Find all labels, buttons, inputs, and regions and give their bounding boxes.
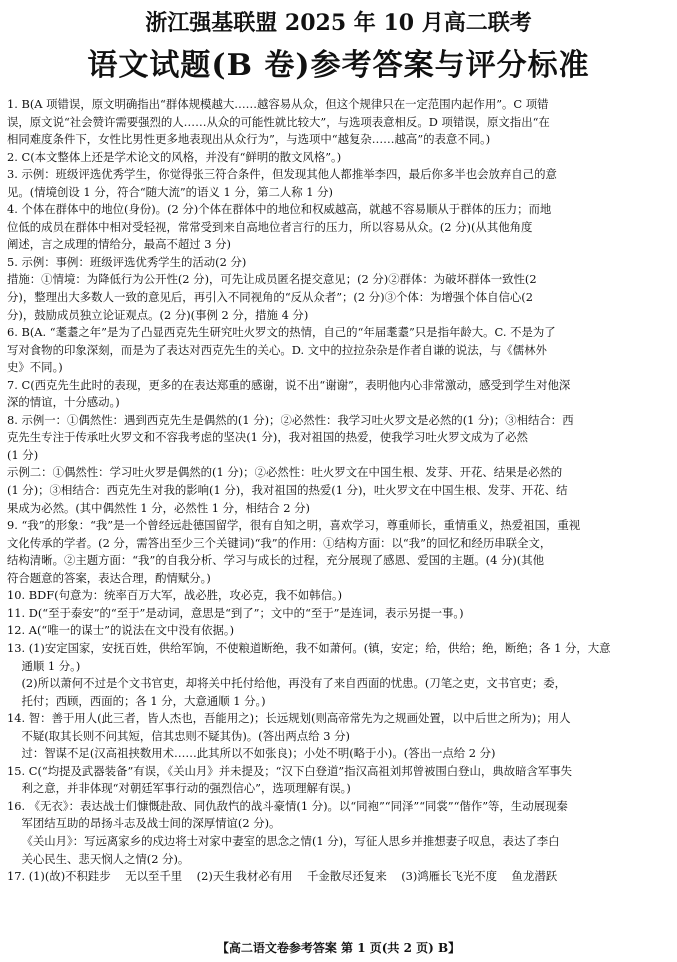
answer-line: 7. C(西克先生此时的表现，更多的在表达郑重的感谢，说不出“谢谢”，表明他内心非常激动，感受到学生对他深 <box>7 377 571 392</box>
answer-line: 分)，整理出大多数人一致的意见后，再引入不同视角的“反从众者”；(2 分)③个体：为增强个体自信心(2 <box>7 290 533 305</box>
exam-header-title: 浙江强基联盟 2025 年 10 月高二联考 <box>145 10 532 36</box>
answer-line: 相同难度条件下，女性比男性更多地表现出从众行为”，与选项中“越复杂……越高”的表意不同。) <box>7 132 491 147</box>
answer-line: 果成为必然。(其中偶然性 1 分，必然性 1 分，相结合 2 分) <box>7 500 310 515</box>
answer-line: 军团结互助的昂扬斗志及战士间的深厚情谊(2 分)。 <box>7 816 281 831</box>
answer-line: 位低的成员在群体中相对受轻视，常常受到来自高地位者言行的压力，所以容易从众。(2 分)(从其他角度 <box>7 219 533 234</box>
answer-line: 15. C(“均提及武器装备”有误，《关山月》并未提及；“汉下白登道”指汉高祖刘邦曾被围白登山，典故暗含军事失 <box>7 763 573 778</box>
answer-line: 托付；西顾，西面的；各 1 分，大意通顺 1 分。) <box>7 693 266 708</box>
answer-line: 克先生专注于传承吐火罗文和不容我考虑的坚决(1 分)，我对祖国的热爱，使我学习吐火罗文成为了必然 <box>7 430 528 445</box>
answer-line: 12. A(“唯一的谋士”的说法在文中没有依据。) <box>7 623 235 638</box>
answer-line: 利之意，并非体现“对朝廷军事行动的强烈信心”，选项理解有误。) <box>7 781 351 796</box>
answer-line: (2)所以萧何不过是个文书官吏，却将关中托付给他，再没有了来自西面的忧患。(刀笔之吏，文书官吏；委， <box>7 676 567 691</box>
answer-line: 见。(情境创设 1 分，符合“随大流”的语义 1 分，第二人称 1 分) <box>7 184 333 199</box>
answer-line: 8. 示例一：①偶然性：遇到西克先生是偶然的(1 分)；②必然性：我学习吐火罗文是必然的(1 分)；③相结合：西 <box>7 412 574 427</box>
answer-line: 9. “我”的形象：“我”是一个曾经远赴德国留学，很有自知之明，喜欢学习，尊重师长，重情重义，热爱祖国，重视 <box>7 518 581 533</box>
answer-line: 11. D(“至于泰安”的“至于”是动词，意思是“到了”；文中的“至于”是连词，表示另提一事。) <box>7 605 464 620</box>
answer-line: 误，原文说“社会赞许需要强烈的人……从众的可能性就比较大”，与选项表意相反。D 项错误，原文指出“在 <box>7 114 550 129</box>
answer-line: 写对食物的印象深刻，而是为了表达对西克先生的关心。D. 文中的拉拉杂杂是作者自谦的说法，与《儒林外 <box>7 342 547 357</box>
answer-line: 6. B(A. “耄耋之年”是为了凸显西克先生研究吐火罗文的热情，自己的“年届耄耋”只是指年龄大。C. 不是为了 <box>7 325 556 340</box>
answer-line: 16. 《无衣》：表达战士们慷慨赴敌、同仇敌忾的战斗豪情(1 分)。以“同袍”“同泽”“同裳”“偕作”等，生动展现秦 <box>7 798 568 813</box>
page-footer: 【高二语文卷参考答案 第 1 页(共 2 页) B】 <box>216 941 461 955</box>
answer-line: 4. 个体在群体中的地位(身份)。(2 分)个体在群体中的地位和权威越高，就越不容易顺从于群体的压力；而地 <box>7 202 552 217</box>
answer-line: 不疑(取其长则不问其短，信其忠则不疑其伪)。(答出两点给 3 分) <box>7 728 350 743</box>
answer-line: 《关山月》：写远离家乡的戍边将士对家中妻室的思念之情(1 分)，写征人思乡并推想妻子叹息，表达了李白 <box>7 833 560 848</box>
answer-line: 13. (1)安定国家，安抚百姓，供给军饷，不使粮道断绝，我不如萧何。(镇，安定；给，供给；绝，断绝；各 1 分，大意 <box>7 640 611 655</box>
answer-line: 文化传承的学者。(2 分，需答出至少三个关键词)“我”的作用：①结构方面：以“我”的回忆和经历串联全文， <box>7 535 552 550</box>
answer-line: 14. 智：善于用人(此三者，皆人杰也，吾能用之)；长远规划(则高帝常先为之规画处置，以中后世之所为)；用人 <box>7 711 571 726</box>
answer-line: 5. 示例：事例：班级评选优秀学生的活动(2 分) <box>7 254 247 269</box>
answer-line: 示例二：①偶然性：学习吐火罗是偶然的(1 分)；②必然性：吐火罗文在中国生根、发芽、开花、结果是必然的 <box>7 465 563 480</box>
answer-line: 深的情谊，十分感动。) <box>7 395 120 410</box>
document-title: 语文试题(B 卷)参考答案与评分标准 <box>87 48 590 83</box>
answer-line: 史》不同。) <box>7 360 63 375</box>
answer-line: 分)，鼓励成员独立论证观点。(2 分)(事例 2 分，措施 4 分) <box>7 307 309 322</box>
answer-line: 过：智谋不足(汉高祖挟数用术……此其所以不如张良)；小处不明(略于小)。(答出一点给 2 分) <box>7 746 496 761</box>
answer-line: 关心民生、悲天悯人之情(2 分)。 <box>7 851 190 866</box>
answer-line: 符合题意的答案，表达合理，酌情赋分。) <box>7 570 211 585</box>
answer-line: 3. 示例：班级评选优秀学生，你觉得张三符合条件，但发现其他人都推举李四，最后你多半也会放弃自己的意 <box>7 167 557 182</box>
answer-line: 阐述，言之成理的情给分，最高不超过 3 分) <box>7 237 231 252</box>
answer-line: 2. C(本文整体上还是学术论文的风格，并没有“鲜明的散文风格”。) <box>7 149 342 164</box>
answer-line: (1 分) <box>7 447 39 462</box>
answer-line: 通顺 1 分。) <box>7 658 81 673</box>
answer-body <box>7 96 671 886</box>
answer-line: 17. (1)(故)不积跬步 无以至千里 (2)天生我材必有用 千金散尽还复来 (3)鸿雁长飞光不度 鱼龙潜跃 <box>7 869 558 884</box>
answer-line: 措施：①情境：为降低行为公开性(2 分)，可先让成员匿名提交意见；(2 分)②群体：为破坏群体一致性(2 <box>7 272 537 287</box>
answer-line: 10. BDF(句意为：统率百万大军，战必胜，攻必克，我不如韩信。) <box>7 588 343 603</box>
answer-line: 1. B(A 项错误，原文明确指出“群体规模越大……越容易从众，但这个规律只在一定范围内起作用”。C 项错 <box>7 97 549 111</box>
answer-line: 结构清晰。②主题方面：“我”的自我分析、学习与成长的过程，充分展现了感恩、爱国的主题。(4 分)(其他 <box>7 553 545 568</box>
answer-line: (1 分)；③相结合：西克先生对我的影响(1 分)，我对祖国的热爱(1 分)，吐火罗文在中国生根、发芽、开花、结 <box>7 483 568 498</box>
